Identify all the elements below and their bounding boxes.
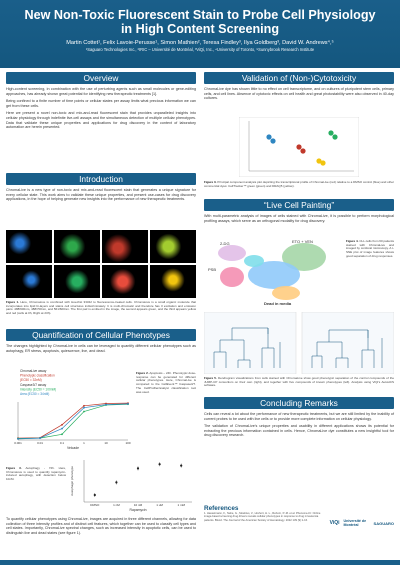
section-heading: “Live Cell Painting”	[204, 199, 394, 211]
poster-header	[0, 0, 400, 68]
figure-5-caption: Figure 5. Dendrogram visualizations from cells stained with ChromaLive show good phenotypic separation of the control compounds of the JUMP-CP consortium on their own (right), and together with five compounds of known phenotypes (left). Analysis using ViQi's AutoHCS software.	[204, 376, 394, 388]
data-point	[17, 438, 19, 440]
micrograph	[54, 265, 100, 298]
cluster-label: ETO + VEN	[292, 239, 313, 244]
legend-entry: Intensity (EC50 = 100nM)	[20, 387, 57, 392]
x-axis-label: Rapamycin	[129, 508, 147, 512]
figure-1-microscopy-grid	[6, 230, 196, 298]
data-point	[61, 424, 63, 426]
x-tick-label: 0.001	[14, 441, 22, 445]
pca-caption: Figure 3. Principal component analysis plot depicting the transcriptional profile of ChromaLive (red) relative to a DMSO control (blue) and other commercial dyes: CellTracker™ green (green) and DRAQ5 (yellow).	[204, 180, 394, 188]
validation-section	[204, 72, 394, 104]
figure-4-caption: Figure 4. CLL cells from 60 patients stained with ChromaLive and imaged by confocal microscopy. A t-SNE plot of image features shows good separation of drug responses.	[346, 239, 394, 258]
reference-item: 1. Hasselmann, F., Nebe, G., Moebius, V., Hrehort, H. L., Rehorn, P.-M. et al. Phenome-IC: Online image-based screening drug drivers reveals cellular phenotypes in response to drug in leukemia patients. Blood. The Journal of the American Society of Hematology. 2022 139 (9):1-16.	[204, 512, 321, 522]
overview-section	[6, 72, 196, 133]
figure-1-caption: Figure 1. Here, ChromaLive is combined with Hoechst 33342 to fluorescence-treated cells. ChromaLive is a small organic molecule that incorporates into lipid bi-layers and stains cell structures indiscriminately. It is multi-chromatic and therefore has 3 excitation and emission pairs: 488/600nm, 488/700nm, and 561/600nm. The first pair is emitted in the image, the second appears green, and the third appears yellow and red (cells at 0h, Right at 23h).	[6, 300, 196, 316]
quantification-section	[6, 329, 196, 356]
section-heading: Introduction	[6, 173, 196, 185]
poster-title: New Non-Toxic Fluorescent Stain to Probe Cell Physiology in High Content Screening	[24, 8, 376, 36]
micrograph	[6, 265, 52, 298]
section-heading: Concluding Remarks	[204, 397, 394, 409]
figure-3-caption: Figure 3. Autophagy - 72h. Here, ChromaLive is used to quantify rapamycin-induced autophagy, with detection below 10nM.	[6, 466, 66, 482]
figure-2-dose-response-chart	[6, 368, 134, 452]
data-point	[83, 407, 85, 409]
series-line	[18, 404, 128, 438]
x-tick-label: 1 nM	[113, 503, 120, 507]
paragraph: The validation of ChromaLive's unique properties and usability in different applications shows its potential for extracting the precious information contained in cells. Hence, ChromaLive dye constitutes a new insightful tool for drug discovery research.	[204, 424, 394, 438]
cluster-label: PSB	[208, 267, 217, 272]
legend-entry: Area (EC50 = 34nM)	[20, 392, 50, 396]
paragraph: The changes highlighted by ChromaLive in cells can be leveraged to quantify different cellular phenotypes such as autophagy, ER stress, apoptosis, quiescence, live, and dead.	[6, 344, 196, 353]
x-tick-label: 100	[125, 441, 131, 445]
y-axis-label: Autophagic phenotype	[70, 466, 74, 496]
micrograph	[54, 230, 100, 263]
paragraph: High-content screening, in combination with the use of perturbing agents such as small molecules or gene-editing approaches, has already shown great potential for identifying new therapeutic treatments [1].	[6, 87, 196, 96]
live-cell-painting-section	[204, 199, 394, 226]
section-heading: Overview	[6, 72, 196, 84]
data-point	[39, 437, 41, 439]
footer-bar	[0, 560, 400, 565]
cluster-label: 2-DG	[220, 241, 230, 246]
quantification-text	[6, 517, 196, 538]
paragraph: Here we present a novel non-toxic and mix-and-read fluorescent stain that provides unparalleled insights into cellular physiology through indefinite live-cell assays and the simultaneous detection of multiple cellular phenotypes. Data that validate these unique properties and applications for drug discovery in the context of laboratory automation are herein presented.	[6, 111, 196, 130]
figure-3-autophagy-chart	[68, 454, 196, 514]
series-line	[18, 404, 128, 439]
viqi-logo: ViQi	[329, 520, 340, 526]
saguaro-logo: SAGUARO	[373, 520, 394, 526]
data-point	[127, 403, 129, 405]
paragraph: ChromaLive dye has shown little to no effect on cell transcriptome, and on cultures of pluripotent stem cells, primary cells, and cell lines. Absence of cytotoxic effects on cell health and great photostability were also observed in 40-day cultures.	[204, 87, 394, 101]
data-point	[83, 405, 85, 407]
data-point	[83, 411, 85, 413]
micrograph	[6, 230, 52, 263]
micrograph	[150, 230, 196, 263]
legend-entry: Caspase3/7 assay	[20, 382, 47, 387]
x-tick-label: 10	[104, 441, 108, 445]
cluster-label: Dead in media	[264, 301, 292, 306]
x-tick-label: 1 uM	[156, 503, 163, 507]
tsne-plot	[204, 235, 344, 307]
introduction-section	[6, 173, 196, 205]
data-point	[105, 404, 107, 406]
micrograph	[150, 265, 196, 298]
author-list: Martin Cottet¹, Felix Lavoie-Perusse¹, Simon Mathien², Teresa Findley³, Ilya Goldberg³, David W. Andrews⁴,⁵	[66, 40, 334, 46]
paragraph: Being confined to a finite number of time points or cellular states per assay limits what precious information we can get from these cells.	[6, 99, 196, 108]
x-tick-label: DMSO	[90, 503, 100, 507]
x-axis-label: Velcade	[66, 446, 80, 450]
dendrogram-figure	[204, 312, 394, 374]
data-point	[61, 433, 63, 435]
legend-entry: Phenotypic classification	[20, 373, 55, 378]
micrograph	[102, 230, 148, 263]
left-column	[6, 72, 196, 558]
x-tick-label: 1 mM	[177, 503, 185, 507]
micrograph	[102, 265, 148, 298]
section-heading: Validation of (Non-)Cytotoxicity	[204, 72, 394, 84]
affiliations: ¹Saguaro Technologies Inc., ²IRIC – Université de Montréal, ³ViQi, Inc., ⁴University of Toronto, ⁵Sunnybrook Research Institute	[85, 47, 315, 52]
udem-logo: Université de Montréal	[343, 519, 367, 527]
legend-entry: ChromaLive assay	[20, 369, 47, 373]
x-tick-label: 0.01	[37, 441, 43, 445]
x-tick-label: 0.1	[59, 441, 65, 445]
pca-plot	[239, 117, 359, 177]
x-tick-label: 10 nM	[133, 503, 143, 507]
series-line	[18, 403, 128, 438]
x-tick-label: 1	[83, 441, 85, 445]
figure-2-caption: Figure 2. Apoptosis – 24h. Phenotypic dose-response can be generated for different cellular phenotypes. Here, ChromaLive is compared to the CellEvent™ Caspase3/7. The CellProfiler/analyst classification tool was used.	[136, 371, 196, 394]
paragraph: To quantify cellular phenotypes using ChromaLive, images are acquired in three different channels, allowing for data collection of three intensity profiles and of distinct cell features, which together can be used to classify cell types and cell states. Importantly, ChromaLive spectral changes, such as increased intensity in apoptotic cells, can be used to distinguish live and dead states (see figure 1).	[6, 517, 196, 535]
paragraph: ChromaLive is a new type of non-toxic and mix-and-read fluorescent stain that generates a unique signature for every cellular state. This work aims to validate these unique properties, and present use-cases for drug discovery applications, in the hope of helping generate new insights into the performance of new therapeutic treatments.	[6, 188, 196, 202]
legend-entry: (EC50 = 32nM)	[20, 378, 42, 383]
logo-row	[330, 519, 394, 527]
paragraph: With multi-parametric analysis of images of cells stained with ChromaLive, it is possible to perform morphological profiling assays, which serve as an orthogonal modality for drug discovery.	[204, 214, 394, 223]
chart-legend	[20, 369, 56, 396]
references-section	[204, 505, 394, 527]
conclusion-section	[204, 397, 394, 441]
data-point	[61, 428, 63, 430]
paragraph: Cells can reveal a lot about the performance of new therapeutic treatments, but we are still limited by the inability of current probes to be used with live cells or to provide more complete information on cellular physiology.	[204, 412, 394, 421]
references-heading: References	[204, 505, 239, 512]
right-column	[204, 72, 394, 558]
section-heading: Quantification of Cellular Phenotypes	[6, 329, 196, 341]
